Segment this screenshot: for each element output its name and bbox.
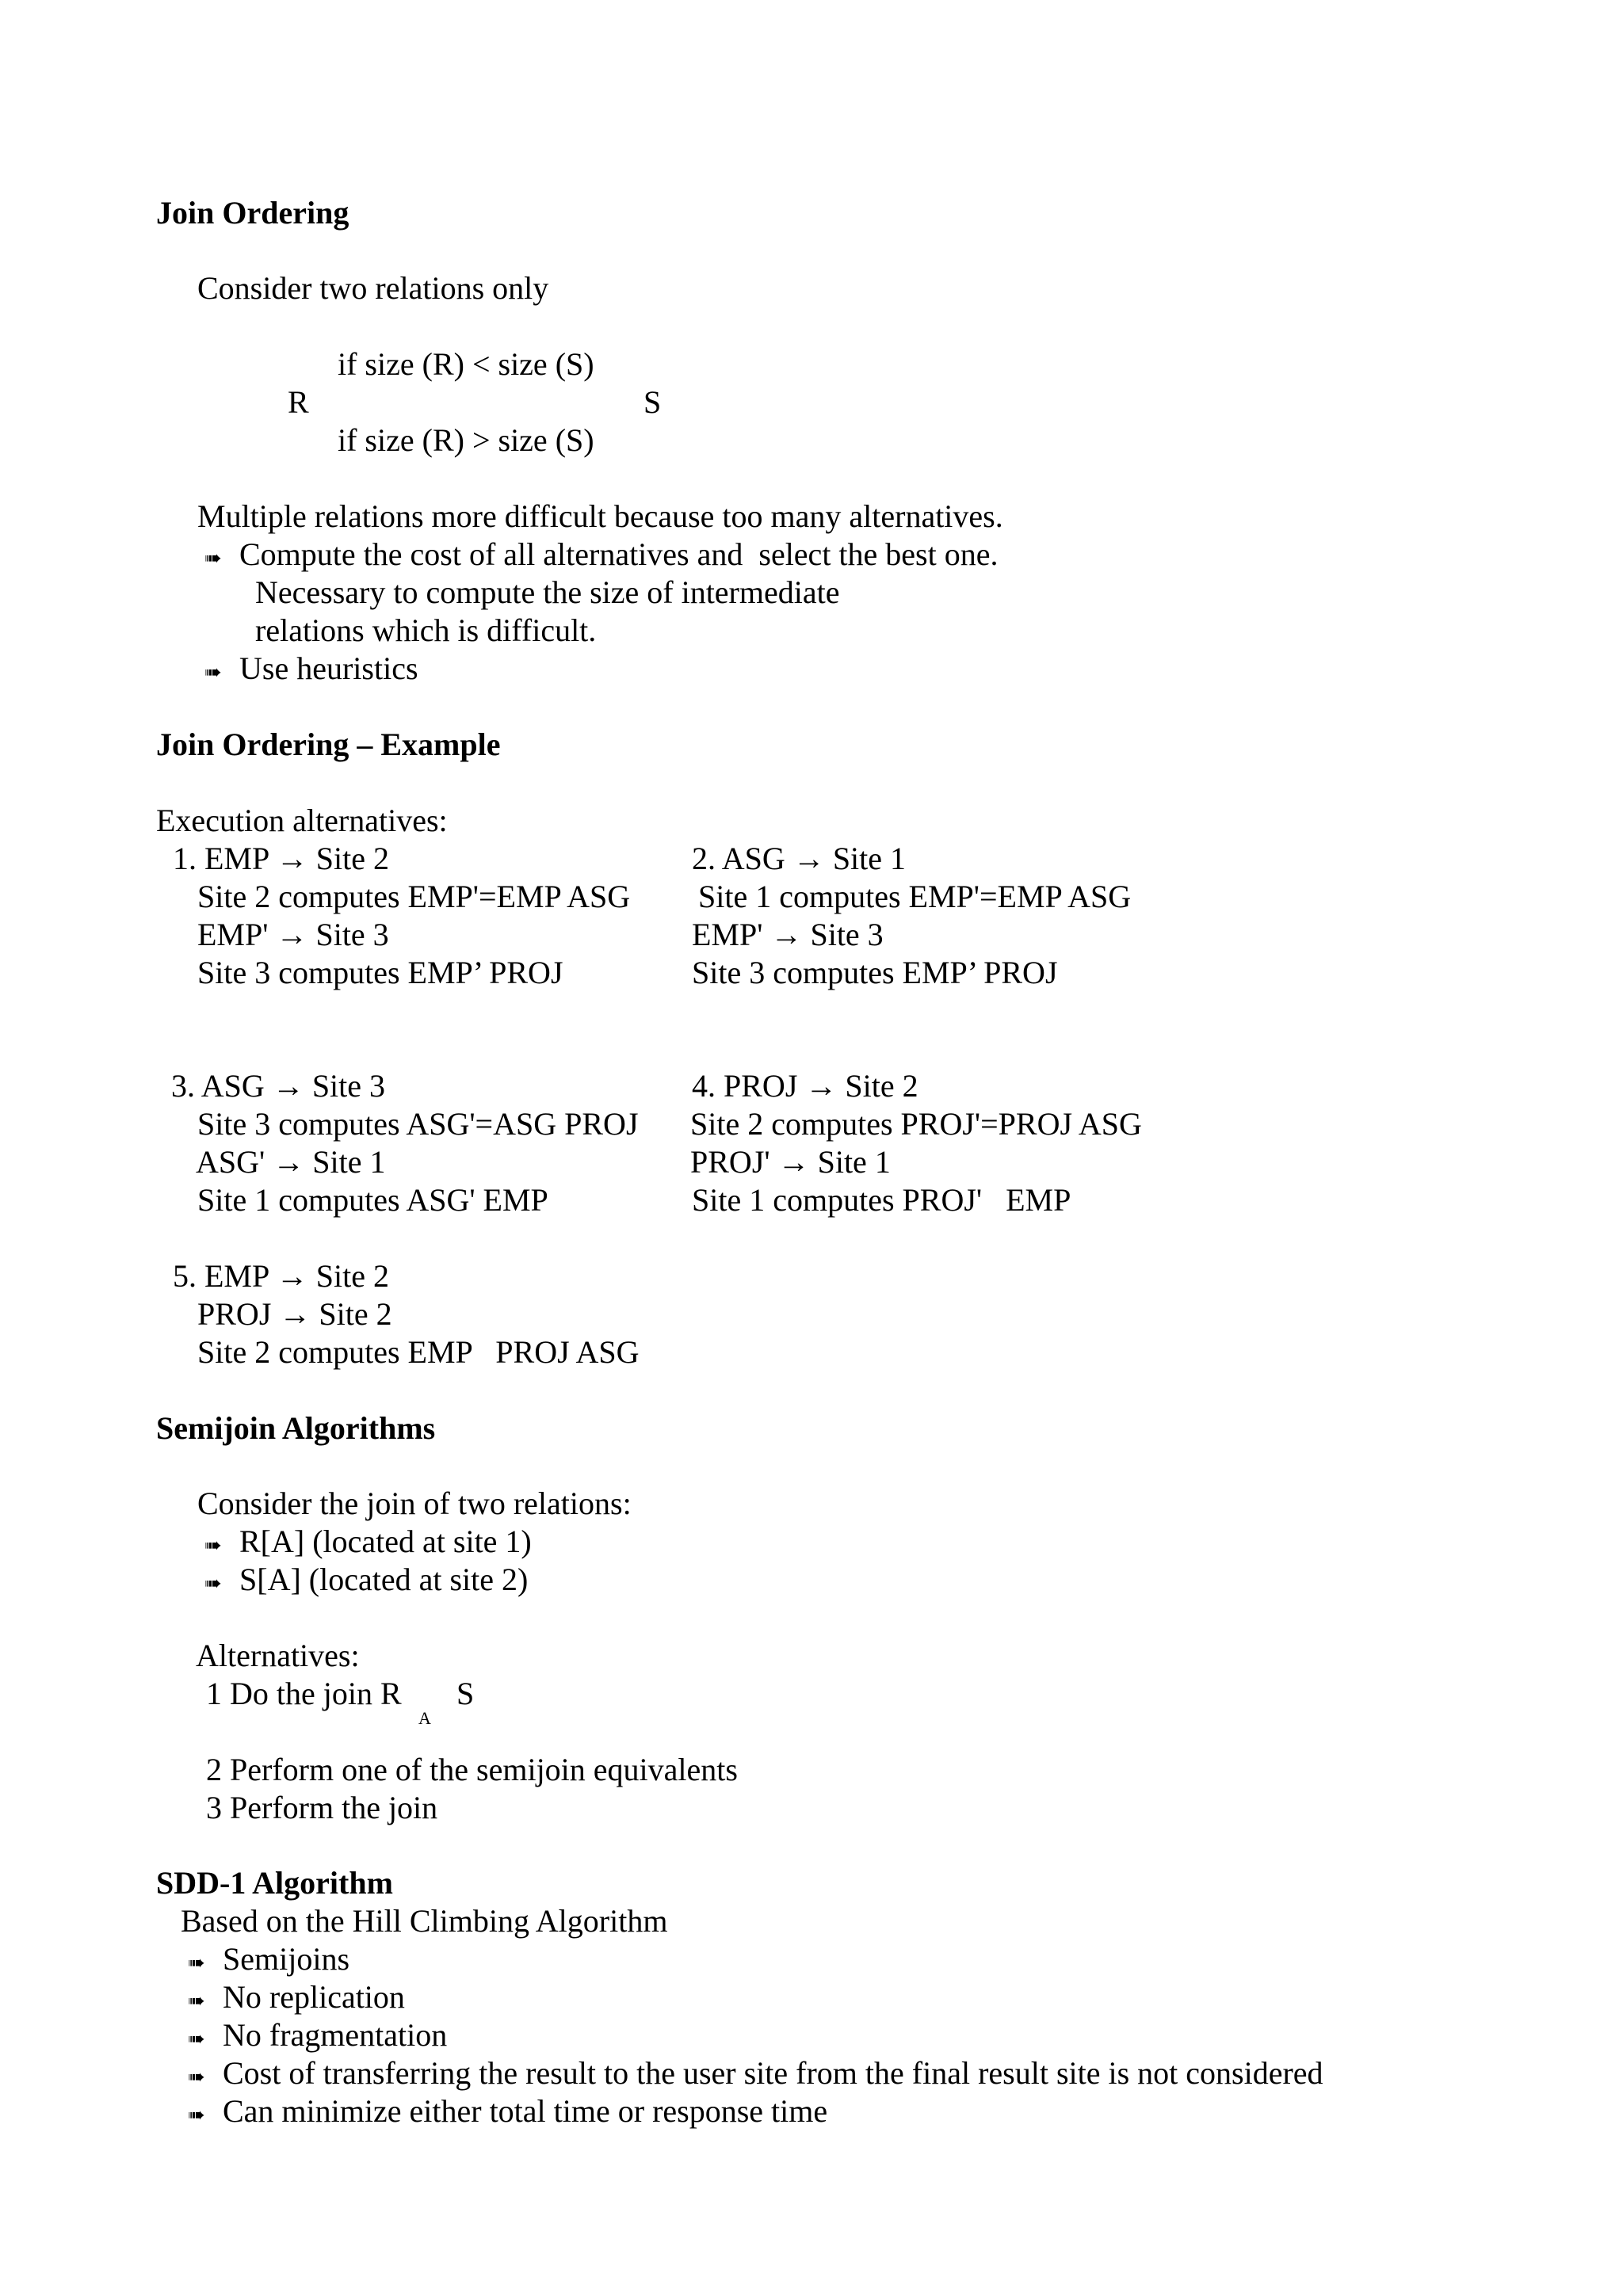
alt5-line: 5. EMP → Site 2 bbox=[173, 1258, 389, 1294]
alt3-line: Site 1 computes ASG' EMP bbox=[197, 1182, 548, 1218]
heading-join-ordering: Join Ordering bbox=[156, 195, 349, 231]
alt3-line: Site 3 computes ASG'=ASG PROJ bbox=[197, 1106, 639, 1142]
arrow-bullet-icon: ➠ bbox=[188, 2027, 205, 2051]
bullet-compute-cost: ➠ Compute the cost of all alternatives and select the best one. bbox=[204, 536, 999, 572]
alt1-line: Site 2 computes EMP'=EMP ASG bbox=[197, 879, 631, 914]
alternative-1: 1 Do the join R bbox=[206, 1676, 402, 1711]
arrow-bullet-icon: ➠ bbox=[204, 547, 222, 570]
sdd1-bullet: ➠ No replication bbox=[188, 1979, 405, 2015]
bullet-s-relation: ➠ S[A] (located at site 2) bbox=[204, 1562, 529, 1597]
sdd1-bullet: ➠ Can minimize either total time or response time bbox=[188, 2093, 828, 2129]
arrow-bullet-icon: ➠ bbox=[204, 661, 222, 685]
arrow-bullet-icon: ➠ bbox=[204, 1534, 222, 1558]
relation-s: S bbox=[643, 384, 662, 420]
condition-greater: if size (R) > size (S) bbox=[338, 422, 594, 458]
multiple-relations-text: Multiple relations more difficult because too many alternatives. bbox=[197, 498, 1003, 534]
alternative-3: 3 Perform the join bbox=[206, 1790, 438, 1825]
relation-r: R bbox=[288, 384, 309, 420]
arrow-bullet-icon: ➠ bbox=[188, 2103, 205, 2127]
alternatives-label: Alternatives: bbox=[196, 1638, 360, 1673]
continuation-line-2: relations which is difficult. bbox=[255, 612, 597, 648]
alternative-2: 2 Perform one of the semijoin equivalents bbox=[206, 1752, 738, 1787]
alt4-line: 4. PROJ → Site 2 bbox=[692, 1068, 918, 1104]
alt2-line: Site 3 computes EMP’ PROJ bbox=[692, 955, 1058, 990]
alternative-1-relation-s: S bbox=[456, 1676, 475, 1711]
alt4-line: Site 2 computes PROJ'=PROJ ASG bbox=[690, 1106, 1142, 1142]
join-attribute-subscript: A bbox=[418, 1708, 431, 1728]
bullet-heuristics: ➠ Use heuristics bbox=[204, 650, 418, 686]
sdd1-bullet: ➠ Semijoins bbox=[188, 1941, 350, 1977]
alt4-line: PROJ' → Site 1 bbox=[690, 1144, 891, 1180]
alt3-line: 3. ASG → Site 3 bbox=[171, 1068, 386, 1104]
arrow-bullet-icon: ➠ bbox=[188, 1951, 205, 1975]
heading-sdd1-algorithm: SDD-1 Algorithm bbox=[156, 1865, 393, 1901]
sdd1-bullet: ➠ No fragmentation bbox=[188, 2017, 448, 2053]
arrow-bullet-icon: ➠ bbox=[204, 1572, 222, 1596]
alt5-line: PROJ → Site 2 bbox=[197, 1296, 392, 1332]
arrow-bullet-icon: ➠ bbox=[188, 1989, 205, 2013]
alt1-line: Site 3 computes EMP’ PROJ bbox=[197, 955, 563, 990]
intro-text: Consider two relations only bbox=[197, 270, 549, 306]
alt2-line: 2. ASG → Site 1 bbox=[692, 841, 907, 876]
alt2-line: EMP' → Site 3 bbox=[692, 917, 884, 952]
continuation-line-1: Necessary to compute the size of intermediate bbox=[255, 574, 840, 610]
arrow-bullet-icon: ➠ bbox=[188, 2065, 205, 2089]
alt1-line: EMP' → Site 3 bbox=[197, 917, 389, 952]
execution-alternatives-label: Execution alternatives: bbox=[156, 803, 448, 838]
sdd1-intro: Based on the Hill Climbing Algorithm bbox=[181, 1903, 668, 1939]
alt5-line: Site 2 computes EMP PROJ ASG bbox=[197, 1334, 640, 1370]
heading-join-ordering-example: Join Ordering – Example bbox=[156, 727, 501, 762]
alt1-line: 1. EMP → Site 2 bbox=[173, 841, 389, 876]
condition-less: if size (R) < size (S) bbox=[338, 346, 594, 382]
alt3-line: ASG' → Site 1 bbox=[196, 1144, 386, 1180]
heading-semijoin-algorithms: Semijoin Algorithms bbox=[156, 1410, 436, 1446]
sdd1-bullet: ➠ Cost of transferring the result to the user site from the final result site is not considered bbox=[188, 2055, 1323, 2091]
alt2-line: Site 1 computes EMP'=EMP ASG bbox=[698, 879, 1132, 914]
semijoin-intro: Consider the join of two relations: bbox=[197, 1486, 632, 1521]
bullet-r-relation: ➠ R[A] (located at site 1) bbox=[204, 1524, 532, 1559]
alt4-line: Site 1 computes PROJ' EMP bbox=[692, 1182, 1071, 1218]
